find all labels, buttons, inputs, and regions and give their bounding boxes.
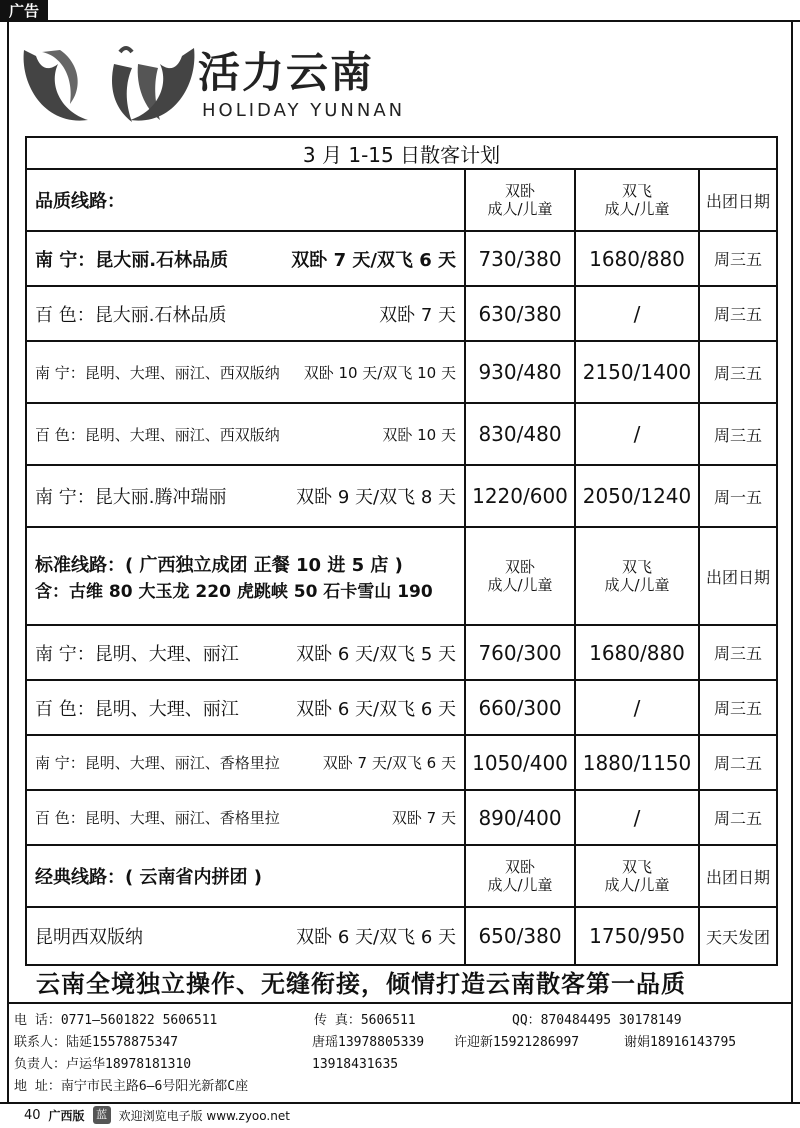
contact-block [14, 1010, 794, 1098]
section-subtitle: 含：古维 80 大玉龙 220 虎跳峡 50 石卡雪山 190 [35, 581, 433, 602]
contact-person-4: 谢娟18916143795 [624, 1035, 737, 1050]
header-adult-child-label: 成人/儿童 [487, 200, 553, 218]
table-row [26, 680, 777, 735]
slogan: 云南全境独立操作、无缝衔接，倾情打造云南散客第一品质 [36, 970, 686, 998]
table-row [26, 625, 777, 680]
price-double-fly: 2150/1400 [575, 341, 699, 403]
route-cell [26, 341, 465, 403]
logo-chinese: 活力云南 [198, 48, 375, 97]
departure-days: 周三五 [699, 403, 777, 465]
price-double-sleeper: 730/380 [465, 231, 575, 286]
table-row [26, 231, 777, 286]
footer [24, 1106, 290, 1124]
route-cell [26, 680, 465, 735]
route-name: 南 宁：昆明、大理、丽江、西双版纳 [35, 363, 280, 382]
route-name: 百 色：昆明、大理、丽江、香格里拉 [35, 809, 280, 827]
table-row [26, 465, 777, 527]
manager: 负责人：卢运华18978181310 [14, 1057, 192, 1072]
price-double-fly: 1680/880 [575, 625, 699, 680]
departure-days: 周三五 [699, 625, 777, 680]
table-row [26, 286, 777, 341]
fax: 传 真：5606511 [314, 1013, 416, 1028]
departure-days: 周一五 [699, 465, 777, 527]
header-mode-label: 双卧 [504, 858, 535, 876]
route-duration: 双卧 7 天 [391, 809, 456, 827]
header-adult-child-label: 成人/儿童 [487, 576, 553, 594]
section-title-cell [26, 845, 465, 907]
departure-days: 周三五 [699, 680, 777, 735]
header-double-fly [575, 169, 699, 231]
table-row [26, 790, 777, 845]
route-duration: 双卧 10 天/双飞 10 天 [303, 363, 456, 382]
route-cell [26, 625, 465, 680]
header-double-fly [575, 527, 699, 625]
header-double-sleeper [465, 527, 575, 625]
price-double-sleeper: 1220/600 [465, 465, 575, 527]
price-double-fly: 1750/950 [575, 907, 699, 965]
route-name: 百 色：昆大丽.石林品质 [35, 304, 227, 326]
logo-english: HOLIDAY YUNNAN [202, 100, 406, 121]
route-duration: 双卧 9 天/双飞 8 天 [296, 487, 456, 508]
header-mode-label: 双卧 [504, 558, 535, 576]
table-row [26, 735, 777, 790]
route-cell [26, 231, 465, 286]
departure-days: 周二五 [699, 735, 777, 790]
departure-days: 周二五 [699, 790, 777, 845]
manager-phone-2: 13918431635 [312, 1057, 399, 1072]
phone: 电 话：0771—5601822 5606511 [14, 1013, 218, 1028]
header-double-sleeper [465, 845, 575, 907]
departure-days: 天天发团 [699, 907, 777, 965]
route-cell [26, 403, 465, 465]
route-duration: 双卧 10 天 [382, 425, 456, 444]
footer-rule [0, 1102, 800, 1104]
price-double-sleeper: 660/300 [465, 680, 575, 735]
price-double-fly: / [575, 286, 699, 341]
header-adult-child-label: 成人/儿童 [604, 576, 670, 594]
departure-days: 周三五 [699, 286, 777, 341]
route-cell [26, 790, 465, 845]
table-caption: 3 月 1-15 日散客计划 [26, 137, 777, 169]
route-name: 昆明西双版纳 [35, 927, 143, 948]
header-double-sleeper [465, 169, 575, 231]
header-mode-label: 双飞 [621, 182, 652, 200]
edition-label: 广西版 [48, 1108, 85, 1123]
price-double-sleeper: 650/380 [465, 907, 575, 965]
section-header-row [26, 845, 777, 907]
price-double-fly: 1880/1150 [575, 735, 699, 790]
ad-tag: 广告 [0, 0, 48, 22]
contact-person-2: 唐瑶13978805339 [312, 1035, 425, 1050]
section-title: 品质线路： [35, 191, 125, 212]
departure-days: 周三五 [699, 341, 777, 403]
header-double-fly [575, 845, 699, 907]
header-adult-child-label: 成人/儿童 [604, 200, 670, 218]
header-mode-label: 双卧 [504, 182, 535, 200]
section-title: 标准线路：( 广西独立成团 正餐 10 进 5 店 ) [35, 554, 403, 576]
header-mode-label: 双飞 [621, 858, 652, 876]
header-adult-child-label: 成人/儿童 [604, 876, 670, 894]
price-double-sleeper: 630/380 [465, 286, 575, 341]
table-row [26, 907, 777, 965]
price-double-sleeper: 760/300 [465, 625, 575, 680]
route-duration: 双卧 6 天/双飞 6 天 [296, 698, 456, 720]
header-mode-label: 双飞 [621, 558, 652, 576]
price-double-fly: / [575, 680, 699, 735]
route-name: 南 宁：昆大丽.腾冲瑞丽 [35, 487, 227, 508]
page-number: 40 [24, 1107, 41, 1123]
price-double-fly: / [575, 790, 699, 845]
section-title-cell [26, 527, 465, 625]
section-header-row [26, 169, 777, 231]
header-date: 出团日期 [699, 169, 777, 231]
price-double-fly: 1680/880 [575, 231, 699, 286]
header-date: 出团日期 [699, 845, 777, 907]
route-cell [26, 465, 465, 527]
route-duration: 双卧 6 天/双飞 6 天 [296, 927, 456, 948]
edition-badge-icon: 蓝 [93, 1106, 111, 1124]
price-double-sleeper: 930/480 [465, 341, 575, 403]
price-double-fly: / [575, 403, 699, 465]
header-date: 出团日期 [699, 527, 777, 625]
route-name: 南 宁：昆明、大理、丽江 [35, 643, 239, 665]
route-name: 南 宁：昆大丽.石林品质 [35, 249, 229, 271]
route-cell [26, 907, 465, 965]
route-name: 百 色：昆明、大理、丽江、西双版纳 [35, 425, 280, 444]
route-cell [26, 735, 465, 790]
departure-days: 周三五 [699, 231, 777, 286]
footer-website[interactable]: 欢迎浏览电子版 www.zyoo.net [118, 1108, 290, 1123]
route-name: 南 宁：昆明、大理、丽江、香格里拉 [35, 754, 280, 772]
table-row [26, 341, 777, 403]
tour-plan-table [25, 136, 778, 966]
price-double-fly: 2050/1240 [575, 465, 699, 527]
route-duration: 双卧 7 天/双飞 6 天 [322, 754, 456, 772]
price-double-sleeper: 1050/400 [465, 735, 575, 790]
price-double-sleeper: 830/480 [465, 403, 575, 465]
contact-divider [7, 1002, 793, 1004]
route-cell [26, 286, 465, 341]
route-name: 百 色：昆明、大理、丽江 [35, 698, 239, 720]
section-title-cell [26, 169, 465, 231]
route-duration: 双卧 6 天/双飞 5 天 [296, 643, 456, 665]
route-duration: 双卧 7 天/双飞 6 天 [291, 249, 456, 271]
header-adult-child-label: 成人/儿童 [487, 876, 553, 894]
address: 地 址：南宁市民主路6—6号阳光新都C座 [14, 1079, 249, 1094]
price-double-sleeper: 890/400 [465, 790, 575, 845]
contact-person: 联系人：陆延15578875347 [14, 1035, 179, 1050]
qq: QQ：870484495 30178149 [512, 1013, 682, 1028]
route-duration: 双卧 7 天 [379, 304, 456, 326]
section-title: 经典线路：( 云南省内拼团 ) [35, 867, 262, 888]
contact-person-3: 许迎新15921286997 [454, 1035, 580, 1050]
section-header-row [26, 527, 777, 625]
table-row [26, 403, 777, 465]
